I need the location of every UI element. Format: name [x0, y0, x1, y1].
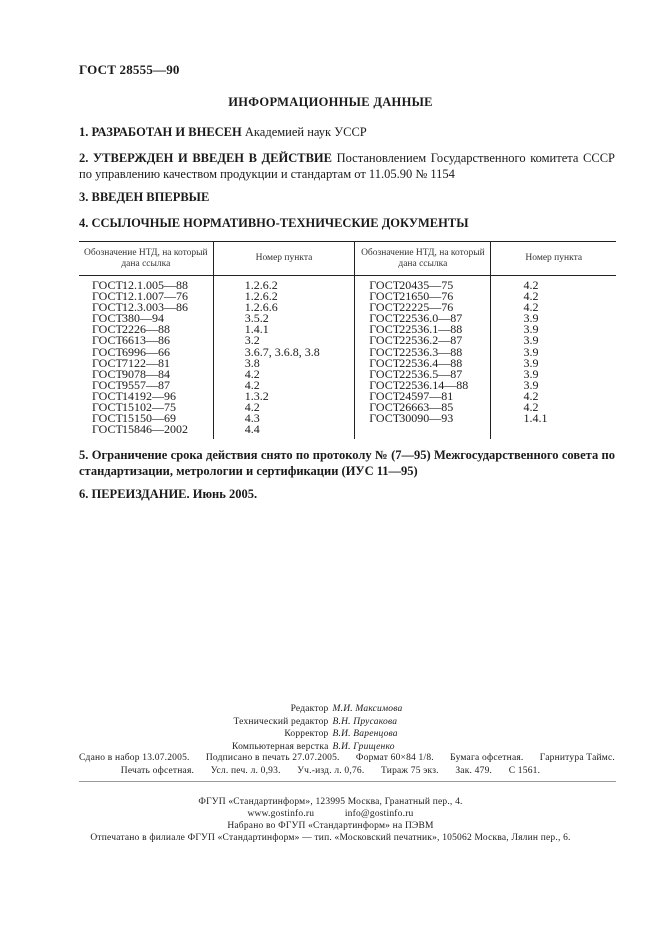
item-heading: ПЕРЕИЗДАНИЕ. Июнь 2005.: [91, 487, 258, 501]
clause-number-cell: 4.2: [491, 391, 616, 402]
print-info-field: Формат 60×84 1/8.: [355, 753, 434, 763]
document-type: ГОСТ: [369, 333, 401, 348]
document-type: ГОСТ: [369, 400, 401, 415]
clause-number-cell: 1.2.6.6: [213, 302, 355, 313]
document-number: 6996—66: [122, 344, 170, 359]
document-type: ГОСТ: [92, 411, 123, 426]
document-type: ГОСТ: [92, 400, 123, 415]
print-info-line-2: [0, 766, 661, 776]
clause-number-cell: 1.3.2: [213, 391, 355, 402]
clause-number-cell: 3.9: [491, 347, 616, 358]
table-body: [79, 276, 616, 440]
document-number: 26663—85: [399, 400, 454, 415]
document-number: 9557—87: [122, 377, 170, 392]
document-number: 22536.4—88: [399, 355, 463, 370]
document-number: 15102—75: [122, 400, 176, 415]
document-designation-cell: [355, 413, 491, 424]
document-number: 22536.0—87: [399, 311, 463, 326]
clause-number-cell: 1.2.6.2: [213, 276, 355, 292]
document-type: ГОСТ: [369, 377, 401, 392]
clause-number-cell: 3.9: [491, 380, 616, 391]
item-number: 3.: [79, 190, 89, 204]
publisher-info: [0, 796, 661, 844]
publisher-website: www.gostinfo.ru: [247, 809, 315, 819]
document-type: ГОСТ: [369, 311, 401, 326]
item-heading: ВВЕДЕН ВПЕРВЫЕ: [91, 190, 210, 204]
document-header-code: ГОСТ 28555—90: [79, 62, 180, 77]
credit-row: [0, 716, 661, 729]
page-title: ИНФОРМАЦИОННЫЕ ДАННЫЕ: [228, 95, 433, 109]
reference-documents-table: [79, 241, 616, 439]
document-type: ГОСТ: [92, 355, 123, 370]
clause-number-cell: 3.9: [491, 369, 616, 380]
print-info-field: Усл. печ. л. 0,93.: [210, 766, 281, 776]
credit-name: М.И. Максимова: [332, 704, 403, 714]
document-number: 24597—81: [399, 388, 454, 403]
table-row: [79, 424, 616, 439]
column-header-designation: Обозначение НТД, на который дана ссылка: [355, 242, 491, 276]
document-type: ГОСТ: [369, 322, 401, 337]
item-heading: ССЫЛОЧНЫЕ НОРМАТИВНО-ТЕХНИЧЕСКИЕ ДОКУМЕНТЫ: [91, 216, 469, 230]
clause-number-cell: 4.3: [213, 413, 355, 424]
document-type: ГОСТ: [92, 311, 123, 326]
document-number: 20435—75: [399, 278, 454, 292]
document-number: 30090—93: [399, 411, 454, 426]
clause-number-cell: 3.5.2: [213, 313, 355, 324]
document-type: ГОСТ: [369, 300, 401, 315]
document-number: 21650—76: [399, 289, 454, 304]
document-number: 12.3.003—86: [122, 300, 188, 315]
print-info-field: Тираж 75 экз.: [381, 766, 439, 776]
print-info-field: Уч.-изд. л. 0,76.: [297, 766, 365, 776]
document-type: ГОСТ: [369, 388, 401, 403]
column-header-clause: Номер пункта: [213, 242, 355, 276]
info-item-1: [79, 124, 615, 140]
document-number: 22225—76: [399, 300, 454, 315]
document-type: ГОСТ: [369, 344, 401, 359]
document-type: ГОСТ: [369, 289, 401, 304]
document-number: 15150—69: [122, 411, 176, 426]
info-item-5: [79, 447, 615, 479]
print-info-field: Подписано в печать 27.07.2005.: [205, 753, 340, 763]
document-number: 12.1.005—88: [122, 278, 188, 292]
document-number: 12.1.007—76: [122, 289, 188, 304]
item-text: Академией наук УССР: [244, 125, 367, 139]
clause-number-cell: 3.6.7, 3.6.8, 3.8: [213, 347, 355, 358]
print-info-line-1: [79, 753, 615, 763]
document-number: 7122—81: [122, 355, 170, 370]
document-type: ГОСТ: [92, 422, 123, 437]
imprint-credits: [0, 703, 661, 753]
document-number: 22536.2—87: [399, 333, 463, 348]
printed-note: Отпечатано в филиале ФГУП «Стандартинформ» — тип. «Московский печатник», 105062 Москва, Лялин пер., 6.: [90, 833, 571, 843]
empty-cell: [355, 424, 491, 439]
item-text: Постановлением Государственного комитета СССР по управлению качеством продукции и стандартам от 11.05.90 № 1154: [79, 151, 615, 181]
table-header-row: [79, 242, 616, 276]
divider: [79, 781, 616, 782]
clause-number-cell: 4.2: [491, 402, 616, 413]
info-item-6: [79, 486, 615, 502]
clause-number-cell: 4.4: [213, 424, 355, 439]
clause-number-cell: 3.9: [491, 324, 616, 335]
document-number: 22536.3—88: [399, 344, 463, 359]
clause-number-cell: 4.2: [213, 369, 355, 380]
item-heading: РАЗРАБОТАН И ВНЕСЕН: [91, 125, 242, 139]
document-type: ГОСТ: [92, 377, 123, 392]
clause-number-cell: 4.2: [213, 380, 355, 391]
document-type: ГОСТ: [92, 322, 123, 337]
clause-number-cell: 3.9: [491, 358, 616, 369]
document-type: ГОСТ: [92, 344, 123, 359]
credit-role: Технический редактор: [233, 716, 329, 727]
document-type: ГОСТ: [369, 278, 401, 292]
document-number: 9078—84: [122, 366, 170, 381]
clause-number-cell: 3.9: [491, 313, 616, 324]
document-number: 22536.1—88: [399, 322, 463, 337]
document-type: ГОСТ: [92, 289, 123, 304]
document-type: ГОСТ: [92, 388, 123, 403]
document-type: ГОСТ: [369, 366, 401, 381]
item-number: 2.: [79, 151, 89, 165]
clause-number-cell: 4.2: [491, 302, 616, 313]
print-info-field: Бумага офсетная.: [450, 753, 524, 763]
info-item-4: [79, 215, 615, 231]
print-info-field: Гарнитура Таймс.: [539, 753, 615, 763]
empty-cell: [491, 424, 616, 439]
clause-number-cell: 3.2: [213, 335, 355, 346]
credit-role: Редактор: [290, 704, 329, 714]
document-number: 2226—88: [122, 322, 170, 337]
document-number: 14192—96: [122, 388, 176, 403]
document-number: 380—94: [122, 311, 164, 326]
column-header-clause: Номер пункта: [491, 242, 616, 276]
credit-row: [0, 741, 661, 754]
clause-number-cell: 4.2: [213, 402, 355, 413]
publisher-contacts: [0, 808, 661, 820]
print-info-field: Зак. 479.: [455, 766, 493, 776]
document-number: 15846—2002: [122, 422, 188, 437]
credit-role: Компьютерная верстка: [232, 741, 329, 752]
item-heading: УТВЕРЖДЕН И ВВЕДЕН В ДЕЙСТВИЕ: [92, 151, 332, 165]
typeset-note: Набрано во ФГУП «Стандартинформ» на ПЭВМ: [227, 821, 434, 831]
print-info-field: С 1561.: [508, 766, 541, 776]
credit-name: В.И. Варенцова: [332, 729, 398, 739]
document-number: 6613—86: [122, 333, 170, 348]
print-info-field: Сдано в набор 13.07.2005.: [79, 753, 190, 763]
info-item-2: [79, 150, 615, 182]
clause-number-cell: 1.4.1: [213, 324, 355, 335]
item-number: 1.: [79, 125, 89, 139]
document-type: ГОСТ: [369, 411, 401, 426]
item-heading: Ограничение срока действия снято по протоколу № (7—95) Межгосударственного совета по стандартизации, метрологии и сертификации (ИУС 11—95): [79, 448, 615, 478]
document-designation-cell: [79, 424, 213, 439]
clause-number-cell: 1.4.1: [491, 413, 616, 424]
clause-number-cell: 3.9: [491, 335, 616, 346]
document-type: ГОСТ: [92, 278, 123, 292]
document-type: ГОСТ: [92, 333, 123, 348]
clause-number-cell: 4.2: [491, 276, 616, 292]
publisher-address: ФГУП «Стандартинформ», 123995 Москва, Гранатный пер., 4.: [198, 797, 463, 807]
item-number: 6.: [79, 487, 89, 501]
print-info-field: Печать офсетная.: [120, 766, 195, 776]
clause-number-cell: 1.2.6.2: [213, 291, 355, 302]
document-number: 22536.14—88: [399, 377, 469, 392]
column-header-designation: Обозначение НТД, на который дана ссылка: [79, 242, 213, 276]
credit-row: [0, 703, 661, 716]
clause-number-cell: 4.2: [491, 291, 616, 302]
info-item-3: [79, 189, 615, 205]
document-type: ГОСТ: [369, 355, 401, 370]
document-type: ГОСТ: [92, 300, 123, 315]
document-type: ГОСТ: [92, 366, 123, 381]
credit-name: В.И. Грищенко: [332, 741, 395, 752]
clause-number-cell: 3.8: [213, 358, 355, 369]
item-number: 4.: [79, 216, 89, 230]
credit-name: В.Н. Прусакова: [332, 716, 398, 727]
document-number: 22536.5—87: [399, 366, 463, 381]
credit-row: [0, 728, 661, 741]
credit-role: Корректор: [284, 729, 329, 739]
publisher-email: info@gostinfo.ru: [344, 809, 414, 819]
item-number: 5.: [79, 448, 89, 462]
